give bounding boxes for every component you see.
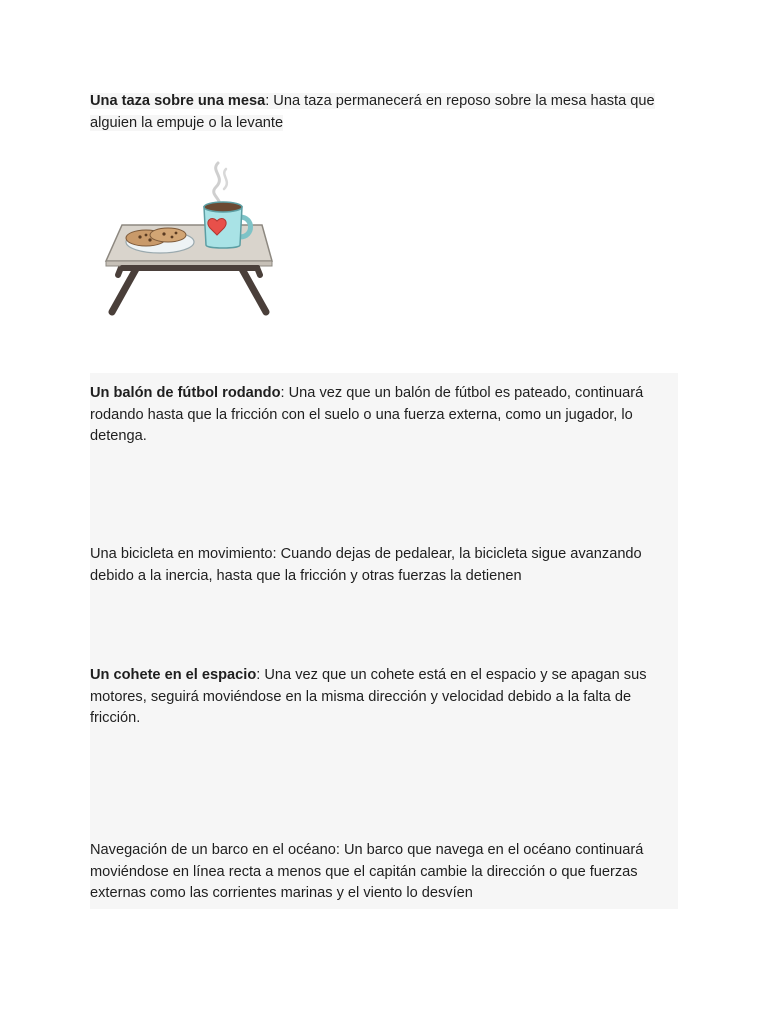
paragraph-cup-on-table — [90, 91, 670, 134]
paragraph-soccer-ball — [90, 383, 670, 448]
paragraph-title: Un balón de fútbol rodando — [90, 385, 281, 401]
paragraph-text: Una bicicleta en movimiento: Cuando dejas de pedalear, la bicicleta sigue avanzando debido a la inercia, hasta que la fricción y otras fuerzas la detienen — [90, 546, 642, 584]
paragraph-text: : Una taza permanecerá en reposo sobre la mesa hasta que alguien la empuje o la levante — [90, 93, 655, 131]
highlighted-section — [90, 373, 678, 909]
paragraph-ship — [90, 840, 670, 905]
paragraph-text: : Una vez que un cohete está en el espacio y se apagan sus motores, seguirá moviéndose en la misma dirección y velocidad debido a la falta de fricción. — [90, 667, 647, 726]
paragraph-title: Un cohete en el espacio — [90, 667, 257, 683]
paragraph-rocket — [90, 665, 670, 730]
paragraph-text: : Una vez que un balón de fútbol es pateado, continuará rodando hasta que la fricción con el suelo o una fuerza externa, como un jugador, lo detenga. — [90, 385, 644, 444]
table-with-cup-and-cookies-icon — [100, 155, 280, 320]
paragraph-text: Navegación de un barco en el océano: Un barco que navega en el océano continuará moviéndose en línea recta a menos que el capitán cambie la dirección o que fuerzas externas como las corrientes marinas y el viento lo desvíen — [90, 842, 644, 901]
paragraph-bicycle — [90, 544, 670, 587]
paragraph-title: Una taza sobre una mesa — [90, 93, 266, 109]
